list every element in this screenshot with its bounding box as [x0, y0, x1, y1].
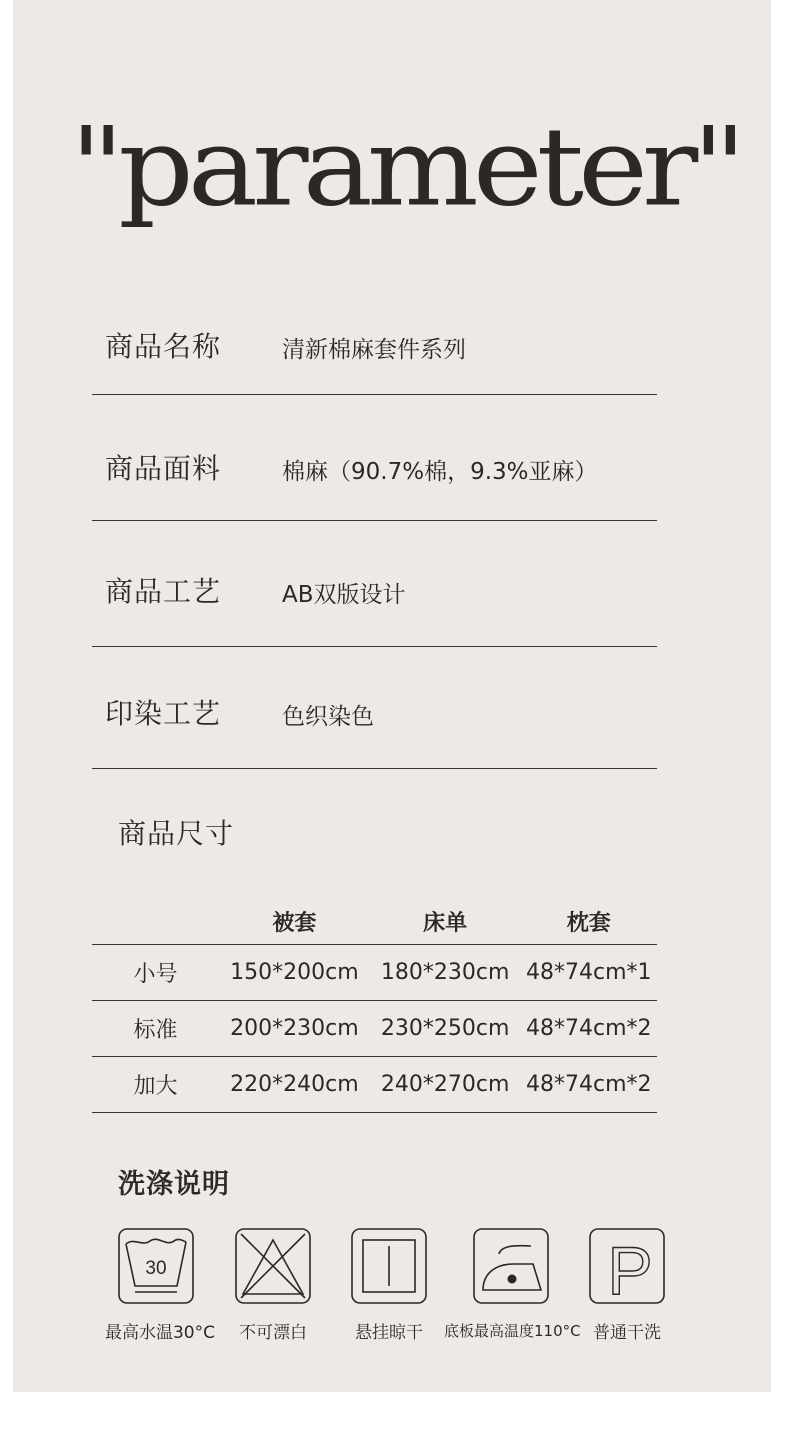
- wash-temp-text: 30: [145, 1258, 167, 1279]
- param-row-craft: [92, 522, 657, 647]
- wash-section-label: 洗涤说明: [118, 1169, 230, 1200]
- size-cell: 220*240cm: [219, 1057, 370, 1113]
- size-cell: 小号: [92, 945, 219, 1001]
- param-label: 商品面料: [105, 452, 222, 485]
- hang-dry-icon: [351, 1228, 427, 1304]
- no-bleach-icon: [235, 1228, 311, 1304]
- size-header-cell: 枕套: [521, 898, 657, 945]
- param-row-fabric: [92, 396, 657, 521]
- param-label: 商品工艺: [105, 575, 222, 608]
- size-cell: 48*74cm*2: [521, 1001, 657, 1057]
- size-cell: 240*270cm: [370, 1057, 521, 1113]
- table-row: [92, 1001, 657, 1057]
- dry-clean-letter: P: [607, 1233, 653, 1304]
- wash-30-icon: [118, 1228, 194, 1304]
- iron-icon: [473, 1228, 549, 1304]
- size-cell: 180*230cm: [370, 945, 521, 1001]
- table-row: [92, 1057, 657, 1113]
- param-value: 清新棉麻套件系列: [282, 337, 466, 363]
- page-title: "parameter": [70, 103, 741, 231]
- param-value: 色织染色: [282, 704, 374, 730]
- size-table-header: [92, 898, 657, 945]
- size-cell: 150*200cm: [219, 945, 370, 1001]
- param-label: 商品名称: [105, 330, 222, 363]
- param-value: 棉麻（90.7%棉，9.3%亚麻）: [282, 459, 598, 485]
- size-cell: 加大: [92, 1057, 219, 1113]
- param-row-name: [92, 300, 657, 395]
- table-row: [92, 945, 657, 1001]
- size-cell: 48*74cm*2: [521, 1057, 657, 1113]
- wash-caption: 最高水温30°C: [104, 1323, 215, 1343]
- param-label: 印染工艺: [105, 697, 222, 730]
- param-value: AB双版设计: [282, 582, 406, 608]
- param-row-dyeing: [92, 648, 657, 769]
- size-header-cell: 床单: [370, 898, 521, 945]
- size-cell: 200*230cm: [219, 1001, 370, 1057]
- wash-caption: 底板最高温度110°C: [444, 1322, 581, 1340]
- size-cell: 标准: [92, 1001, 219, 1057]
- wash-caption: 不可漂白: [239, 1323, 307, 1343]
- size-header-cell: 被套: [219, 898, 370, 945]
- size-section-label: 商品尺寸: [118, 817, 235, 850]
- size-header-cell: [92, 898, 219, 945]
- size-cell: 48*74cm*1: [521, 945, 657, 1001]
- size-table: [92, 898, 657, 1113]
- dry-clean-p-icon: [589, 1228, 665, 1304]
- size-cell: 230*250cm: [370, 1001, 521, 1057]
- wash-caption: 普通干洗: [593, 1323, 661, 1343]
- wash-caption: 悬挂晾干: [355, 1323, 423, 1343]
